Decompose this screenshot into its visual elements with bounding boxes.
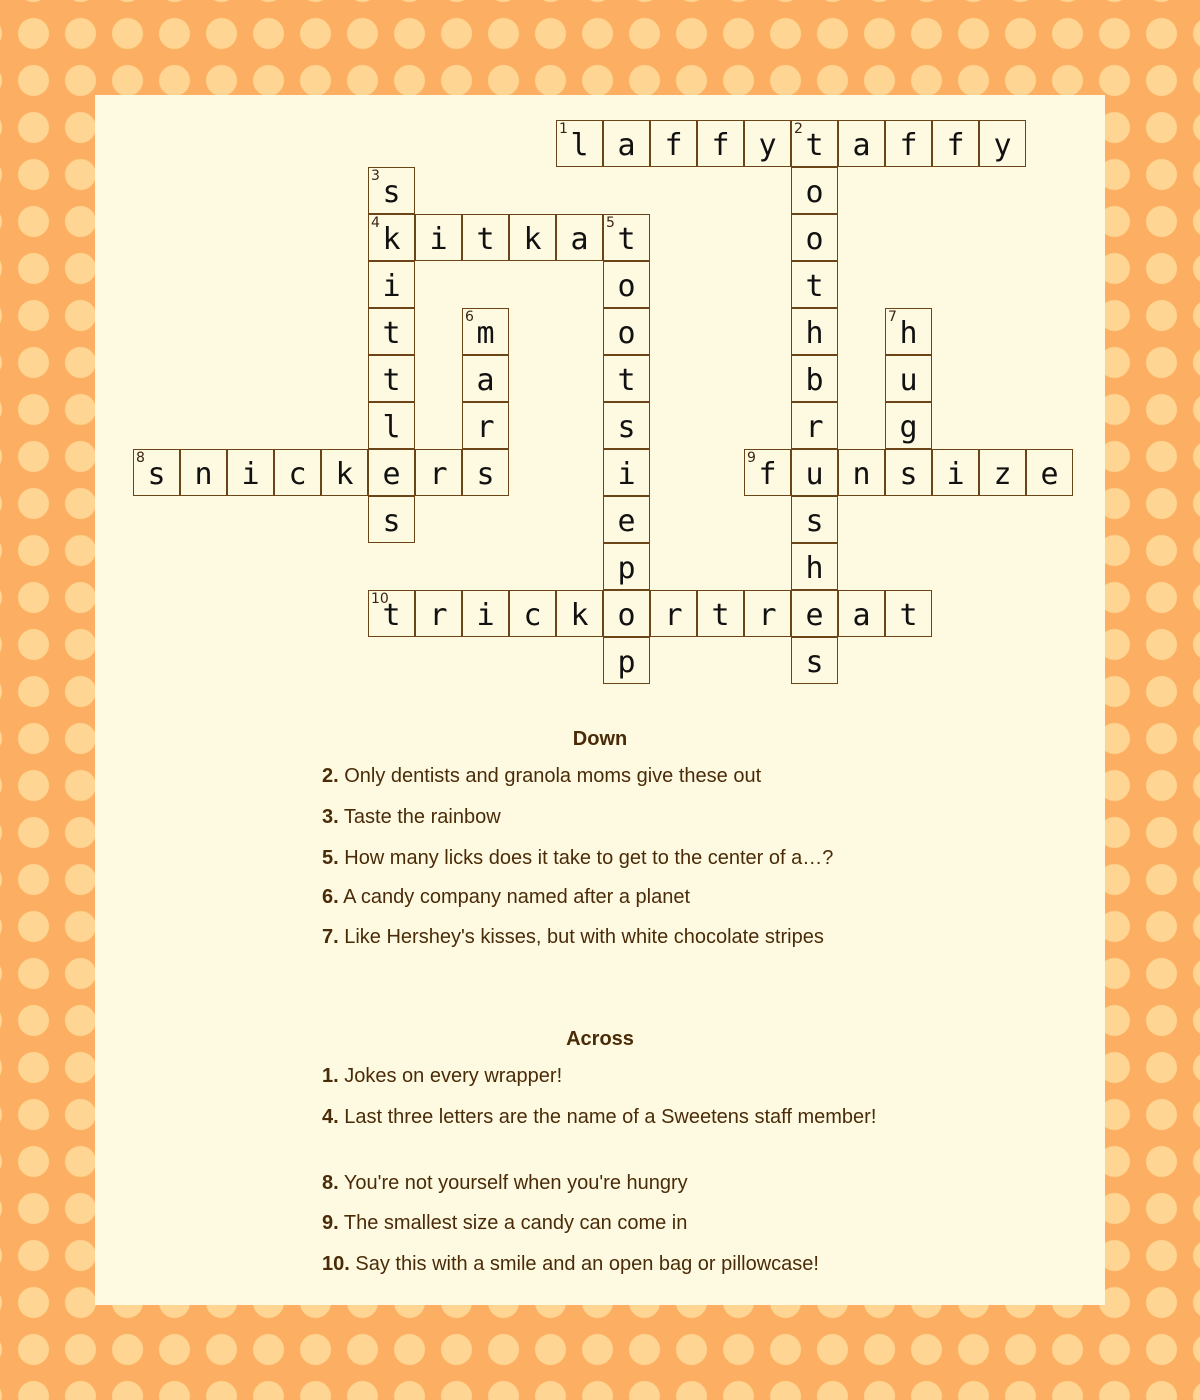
cell-letter: s — [805, 645, 824, 680]
grid-cell[interactable] — [791, 120, 838, 167]
cell-letter: f — [758, 457, 777, 492]
grid-cell[interactable] — [368, 214, 415, 261]
grid-cell[interactable] — [885, 308, 932, 355]
cell-letter: h — [805, 551, 824, 586]
cell-letter: y — [993, 128, 1012, 163]
grid-cell[interactable] — [509, 590, 556, 637]
grid-cell[interactable] — [415, 590, 462, 637]
cell-letter: n — [194, 457, 213, 492]
grid-cell[interactable] — [603, 308, 650, 355]
cell-letter: i — [476, 598, 495, 633]
cell-letter: t — [899, 598, 918, 633]
grid-cell[interactable] — [1026, 449, 1073, 496]
cell-letter: i — [429, 222, 448, 257]
grid-cell[interactable] — [932, 120, 979, 167]
cell-letter: e — [805, 598, 824, 633]
cell-letter: h — [805, 316, 824, 351]
cell-letter: t — [382, 363, 401, 398]
cell-letter: o — [617, 269, 636, 304]
grid-cell[interactable] — [415, 449, 462, 496]
grid-cell[interactable] — [650, 120, 697, 167]
grid-cell[interactable] — [932, 449, 979, 496]
grid-cell[interactable] — [603, 355, 650, 402]
grid-cell[interactable] — [744, 590, 791, 637]
grid-cell[interactable] — [791, 355, 838, 402]
grid-cell[interactable] — [885, 402, 932, 449]
clue-down-2: 2. Only dentists and granola moms give these out — [322, 765, 762, 787]
grid-cell[interactable] — [603, 402, 650, 449]
cell-letter: n — [852, 457, 871, 492]
grid-cell[interactable] — [791, 496, 838, 543]
cell-letter: t — [382, 316, 401, 351]
cell-letter: r — [758, 598, 777, 633]
grid-cell[interactable] — [368, 449, 415, 496]
cell-letter: r — [805, 410, 824, 445]
clue-across-8: 8. You're not yourself when you're hungry — [322, 1172, 688, 1194]
cell-letter: a — [617, 128, 636, 163]
grid-cell[interactable] — [744, 449, 791, 496]
grid-cell[interactable] — [368, 261, 415, 308]
grid-cell[interactable] — [274, 449, 321, 496]
grid-cell[interactable] — [509, 214, 556, 261]
clue-across-10: 10. Say this with a smile and an open bag or pillowcase! — [322, 1253, 819, 1275]
cell-letter: f — [899, 128, 918, 163]
grid-cell[interactable] — [556, 590, 603, 637]
cell-letter: i — [382, 269, 401, 304]
cell-letter: m — [476, 316, 495, 351]
grid-cell[interactable] — [462, 590, 509, 637]
clue-down-7: 7. Like Hershey's kisses, but with white chocolate stripes — [322, 926, 824, 948]
cell-letter: l — [570, 128, 589, 163]
grid-cell[interactable] — [603, 637, 650, 684]
cell-letter: t — [382, 598, 401, 633]
cell-letter: r — [429, 457, 448, 492]
clue-number: 4 — [371, 215, 380, 231]
grid-cell[interactable] — [979, 449, 1026, 496]
clue-down-6: 6. A candy company named after a planet — [322, 886, 691, 908]
grid-cell[interactable] — [791, 449, 838, 496]
grid-cell[interactable] — [462, 449, 509, 496]
grid-cell[interactable] — [180, 449, 227, 496]
grid-cell[interactable] — [603, 496, 650, 543]
clue-across-9: 9. The smallest size a candy can come in — [322, 1212, 688, 1234]
clue-number: 7 — [888, 309, 897, 325]
cell-letter: k — [570, 598, 589, 633]
grid-cell[interactable] — [603, 590, 650, 637]
cell-letter: k — [382, 222, 401, 257]
grid-cell[interactable] — [979, 120, 1026, 167]
cell-letter: i — [617, 457, 636, 492]
grid-cell[interactable] — [791, 308, 838, 355]
cell-letter: f — [664, 128, 683, 163]
grid-cell[interactable] — [462, 402, 509, 449]
cell-letter: f — [946, 128, 965, 163]
cell-letter: s — [147, 457, 166, 492]
grid-cell[interactable] — [227, 449, 274, 496]
grid-cell[interactable] — [885, 590, 932, 637]
grid-cell[interactable] — [885, 449, 932, 496]
cell-letter: u — [899, 363, 918, 398]
grid-cell[interactable] — [650, 590, 697, 637]
cell-letter: a — [570, 222, 589, 257]
cell-letter: i — [946, 457, 965, 492]
down-clues-title: Down — [572, 728, 628, 750]
cell-letter: a — [852, 598, 871, 633]
grid-cell[interactable] — [368, 402, 415, 449]
grid-cell[interactable] — [368, 590, 415, 637]
grid-cell[interactable] — [556, 214, 603, 261]
cell-letter: o — [617, 598, 636, 633]
cell-letter: s — [617, 410, 636, 445]
grid-cell[interactable] — [321, 449, 368, 496]
grid-cell[interactable] — [415, 214, 462, 261]
grid-cell[interactable] — [697, 590, 744, 637]
clue-across-4: 4. Last three letters are the name of a Sweetens staff member! — [322, 1106, 877, 1128]
cell-letter: t — [476, 222, 495, 257]
grid-cell[interactable] — [838, 449, 885, 496]
grid-cell[interactable] — [603, 449, 650, 496]
grid-cell[interactable] — [368, 167, 415, 214]
cell-letter: a — [852, 128, 871, 163]
grid-cell[interactable] — [791, 261, 838, 308]
cell-letter: e — [1040, 457, 1059, 492]
clue-number: 10 — [371, 591, 389, 607]
cell-letter: t — [805, 269, 824, 304]
grid-cell[interactable] — [368, 496, 415, 543]
grid-cell[interactable] — [791, 167, 838, 214]
cell-letter: h — [899, 316, 918, 351]
cell-letter: c — [523, 598, 542, 633]
grid-cell[interactable] — [603, 543, 650, 590]
crossword-grid — [95, 95, 1105, 695]
cell-letter: l — [382, 410, 401, 445]
cell-letter: p — [617, 551, 636, 586]
cell-letter: p — [617, 645, 636, 680]
cell-letter: t — [617, 222, 636, 257]
cell-letter: s — [805, 504, 824, 539]
grid-cell[interactable] — [603, 261, 650, 308]
cell-letter: s — [899, 457, 918, 492]
grid-cell[interactable] — [697, 120, 744, 167]
clue-number: 8 — [136, 450, 145, 466]
cell-letter: f — [711, 128, 730, 163]
cell-letter: r — [664, 598, 683, 633]
clue-across-1: 1. Jokes on every wrapper! — [322, 1065, 563, 1087]
grid-cell[interactable] — [744, 120, 791, 167]
grid-cell[interactable] — [556, 120, 603, 167]
cell-letter: s — [476, 457, 495, 492]
clue-down-3: 3. Taste the rainbow — [322, 806, 501, 828]
grid-cell[interactable] — [462, 214, 509, 261]
clue-number: 3 — [371, 168, 380, 184]
cell-letter: u — [805, 457, 824, 492]
cell-letter: b — [805, 363, 824, 398]
crossword-sheet — [95, 95, 1105, 1305]
cell-letter: e — [382, 457, 401, 492]
cell-letter: t — [711, 598, 730, 633]
grid-cell[interactable] — [462, 355, 509, 402]
across-clues-title: Across — [566, 1028, 634, 1050]
clue-number: 6 — [465, 309, 474, 325]
cell-letter: s — [382, 175, 401, 210]
cell-letter: o — [617, 316, 636, 351]
cell-letter: z — [993, 457, 1012, 492]
grid-cell[interactable] — [791, 637, 838, 684]
cell-letter: g — [899, 410, 918, 445]
grid-cell[interactable] — [838, 590, 885, 637]
grid-cell[interactable] — [603, 214, 650, 261]
cell-letter: t — [805, 128, 824, 163]
cell-letter: k — [523, 222, 542, 257]
cell-letter: o — [805, 175, 824, 210]
grid-cell[interactable] — [885, 120, 932, 167]
grid-cell[interactable] — [603, 120, 650, 167]
clue-number: 9 — [747, 450, 756, 466]
cell-letter: r — [476, 410, 495, 445]
clue-down-5: 5. How many licks does it take to get to the center of a…? — [322, 847, 834, 869]
grid-cell[interactable] — [368, 355, 415, 402]
cell-letter: a — [476, 363, 495, 398]
cell-letter: o — [805, 222, 824, 257]
grid-cell[interactable] — [791, 402, 838, 449]
cell-letter: y — [758, 128, 777, 163]
cell-letter: r — [429, 598, 448, 633]
cell-letter: c — [288, 457, 307, 492]
clue-number: 2 — [794, 121, 803, 137]
grid-cell[interactable] — [368, 308, 415, 355]
grid-cell[interactable] — [791, 543, 838, 590]
grid-cell[interactable] — [791, 214, 838, 261]
cell-letter: i — [241, 457, 260, 492]
clue-number: 5 — [606, 215, 615, 231]
clue-number: 1 — [559, 121, 568, 137]
cell-letter: t — [617, 363, 636, 398]
cell-letter: k — [335, 457, 354, 492]
grid-cell[interactable] — [791, 590, 838, 637]
grid-cell[interactable] — [133, 449, 180, 496]
grid-cell[interactable] — [885, 355, 932, 402]
grid-cell[interactable] — [838, 120, 885, 167]
cell-letter: e — [617, 504, 636, 539]
grid-cell[interactable] — [462, 308, 509, 355]
cell-letter: s — [382, 504, 401, 539]
